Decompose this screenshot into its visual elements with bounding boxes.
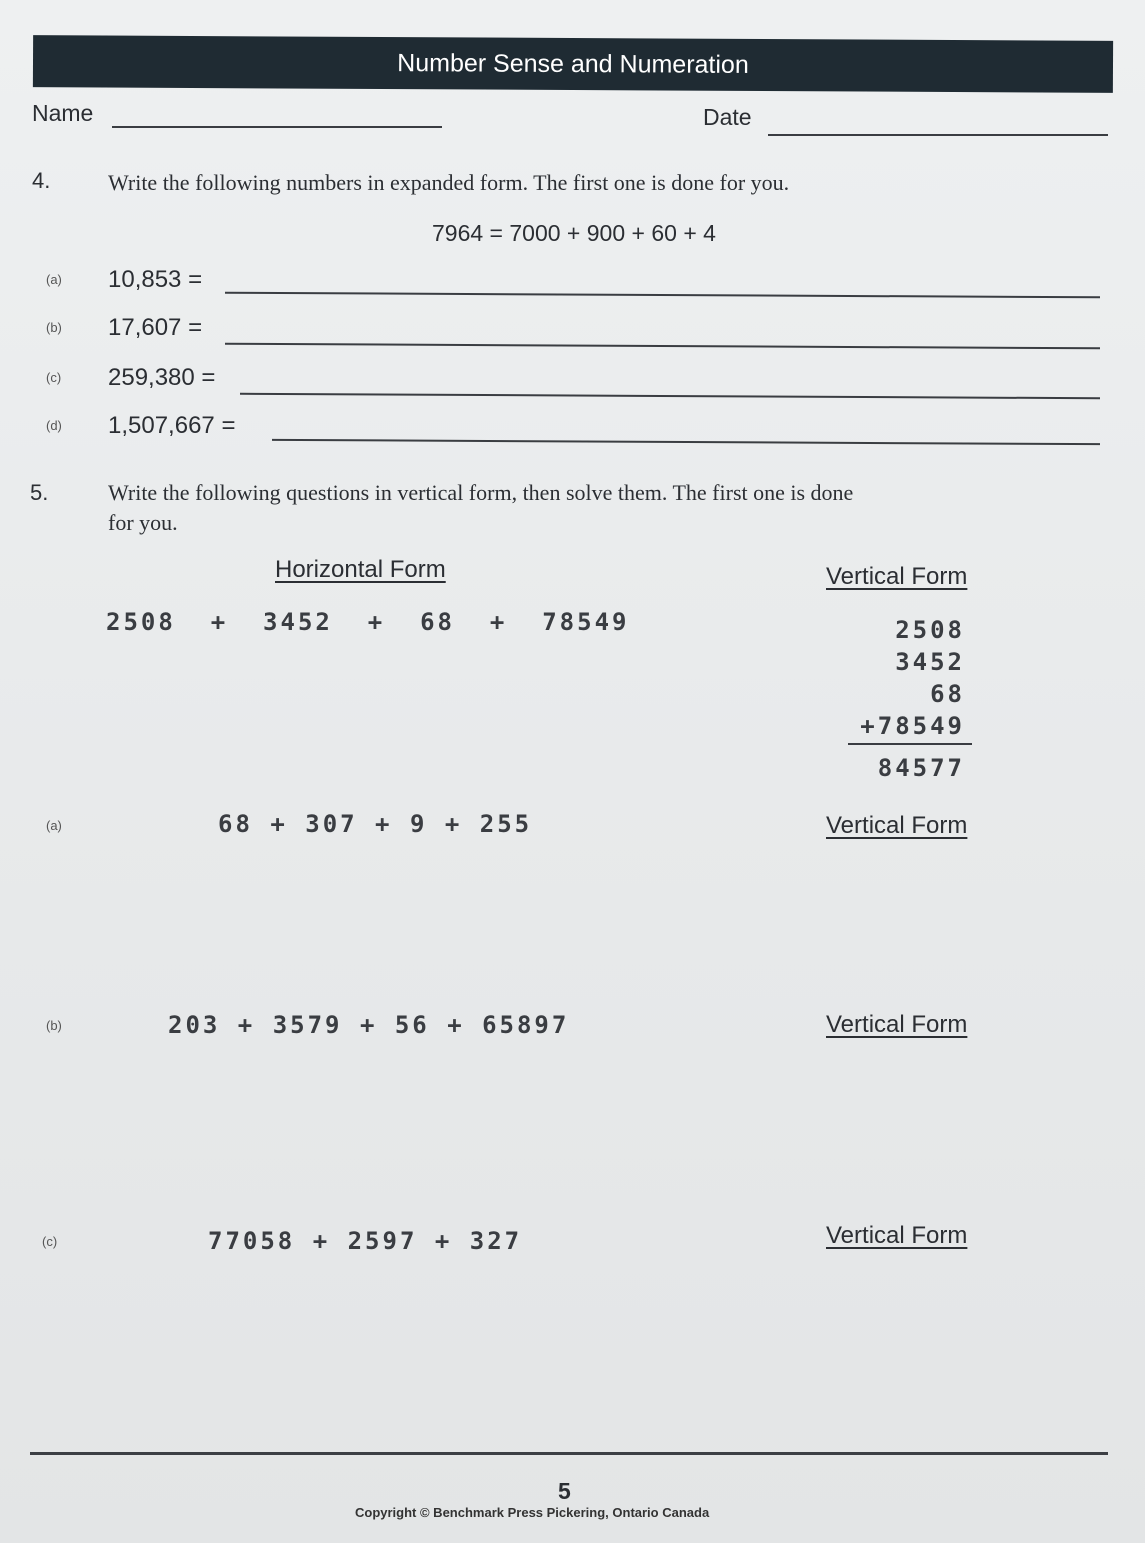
date-label: Date <box>703 104 752 130</box>
q5-item-a-expression: 68 + 307 + 9 + 255 <box>218 810 533 838</box>
q4-item-d-answer-line[interactable] <box>272 439 1100 445</box>
q4-item-c-text: 259,380 = <box>108 364 216 391</box>
q4-item-a-text: 10,853 = <box>108 266 203 293</box>
question-5-number: 5. <box>30 480 49 505</box>
q5-item-a-letter: (a) <box>46 818 62 833</box>
page-title: Number Sense and Numeration <box>397 48 749 79</box>
q4-item-a-answer-line[interactable] <box>225 292 1100 299</box>
question-4-instruction: Write the following numbers in expanded form. The first one is done for you. <box>108 170 790 195</box>
q5-item-a-vertical-heading: Vertical Form <box>826 812 968 839</box>
q4-item-d-letter: (d) <box>46 418 62 433</box>
example-vertical-stack <box>820 614 965 742</box>
q4-item-c-answer-line[interactable] <box>240 393 1100 400</box>
footer-divider <box>30 1452 1108 1455</box>
q4-item-b-text: 17,607 = <box>108 314 203 341</box>
example-vertical-addend-3: 68 <box>930 680 965 708</box>
copyright-notice: Copyright © Benchmark Press Pickering, Ontario Canada <box>355 1505 710 1520</box>
q5-item-b-vertical-heading: Vertical Form <box>826 1011 968 1038</box>
page-number: 5 <box>558 1478 571 1504</box>
q4-item-d-text: 1,507,667 = <box>108 412 236 439</box>
question-4-number: 4. <box>32 168 51 193</box>
q4-item-b-letter: (b) <box>46 320 62 335</box>
q5-item-c-vertical-heading: Vertical Form <box>826 1222 968 1249</box>
example-sum: 84577 <box>877 754 965 782</box>
example-horizontal-expression: 2508 + 3452 + 68 + 78549 <box>106 608 630 636</box>
name-field[interactable] <box>112 126 442 128</box>
q5-item-c-letter: (c) <box>42 1234 58 1249</box>
example-vertical-addend-4: +78549 <box>860 712 965 740</box>
question-4-example: 7964 = 7000 + 900 + 60 + 4 <box>432 220 716 246</box>
q5-item-b-letter: (b) <box>46 1018 62 1033</box>
question-5-instruction-line2: for you. <box>108 510 178 535</box>
horizontal-form-heading: Horizontal Form <box>275 556 446 583</box>
question-5-instruction-line1: Write the following questions in vertical form, then solve them. The first one is done <box>108 480 854 505</box>
vertical-form-heading: Vertical Form <box>826 563 968 590</box>
q4-item-c-letter: (c) <box>46 370 62 385</box>
name-label: Name <box>32 100 94 126</box>
example-vertical-addend-2: 3452 <box>895 648 965 676</box>
example-vertical-addend-1: 2508 <box>895 616 965 644</box>
q5-item-b-expression: 203 + 3579 + 56 + 65897 <box>168 1011 570 1039</box>
q4-item-b-answer-line[interactable] <box>225 343 1100 350</box>
q5-item-c-expression: 77058 + 2597 + 327 <box>208 1227 523 1255</box>
example-sum-line <box>848 743 972 745</box>
page-title-bar <box>33 35 1113 93</box>
q4-item-a-letter: (a) <box>46 272 62 287</box>
date-field[interactable] <box>768 134 1108 136</box>
